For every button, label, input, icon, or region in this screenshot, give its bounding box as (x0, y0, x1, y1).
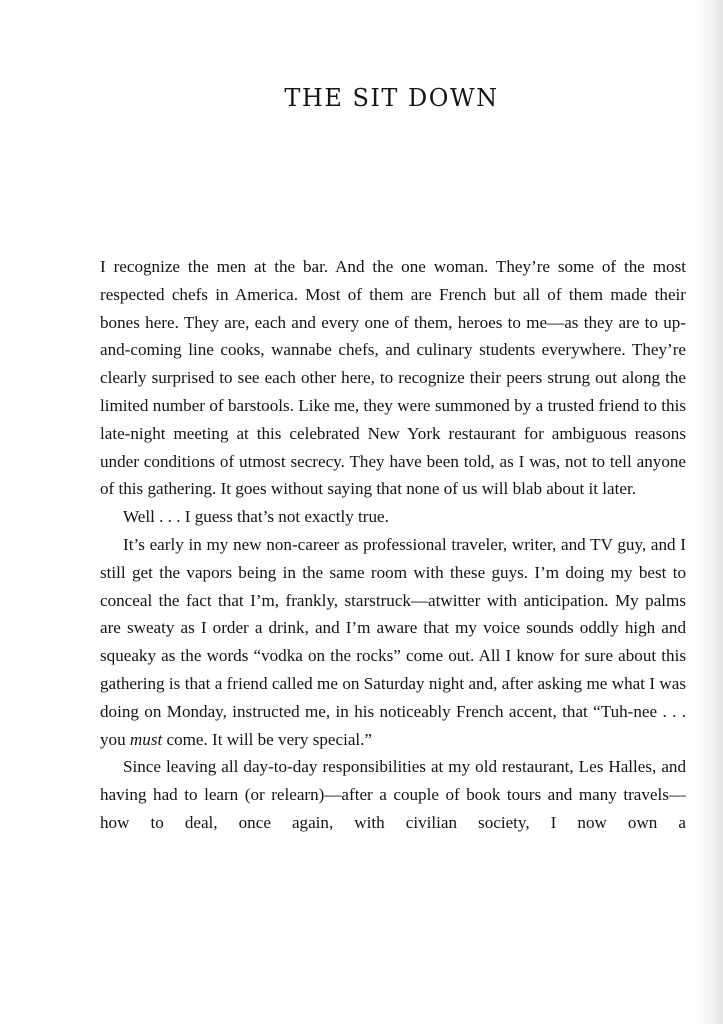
paragraph-2: Well . . . I guess that’s not exactly true. (123, 507, 389, 527)
paragraph-3-text-before: It’s early in my new non-career as professional traveler, writer, and TV guy, and I still get the vapors being in the same room with these guys. I’m doing my best to conceal the fact that I’m, frankly, starstruck—atwitter with anticipation. My palms are sweaty as I order a drink, and I’m aware that my voice sounds oddly high and squeaky as the words “vodka on the rocks” come out. All I know for sure about this gathering is that a friend called me on Saturday night and, after asking me what I was doing on Monday, instructed me, in his noticeably French accent, that “Tuh-nee . . . you (100, 534, 686, 749)
chapter-body (100, 253, 686, 837)
paragraph-3 (100, 531, 686, 753)
paragraph-1: I recognize the men at the bar. And the one woman. They’re some of the most respected chefs in America. Most of them are French but all of them made their bones here. They are, each and every one of them, heroes to me—as they are to up-and-coming line cooks, wannabe chefs, and culinary students everywhere. They’re clearly surprised to see each other here, to recognize their peers strung out along the limited number of barstools. Like me, they were summoned by a trusted friend to this late-night meeting at this celebrated New York restaurant for ambiguous reasons under conditions of utmost secrecy. They have been told, as I was, not to tell anyone of this gathering. It goes without saying that none of us will blab about it later. (100, 257, 686, 499)
paragraph-3-text-after: come. It will be very special.” (162, 729, 373, 749)
emphasis-must: must (129, 729, 163, 749)
paragraph-4: Since leaving all day-to-day responsibilities at my old restaurant, Les Halles, and having had to learn (or relearn)—after a couple of book tours and many travels—how to deal, once again, with civilian society, I now own a (100, 757, 686, 832)
chapter-title: THE SIT DOWN (284, 84, 499, 112)
